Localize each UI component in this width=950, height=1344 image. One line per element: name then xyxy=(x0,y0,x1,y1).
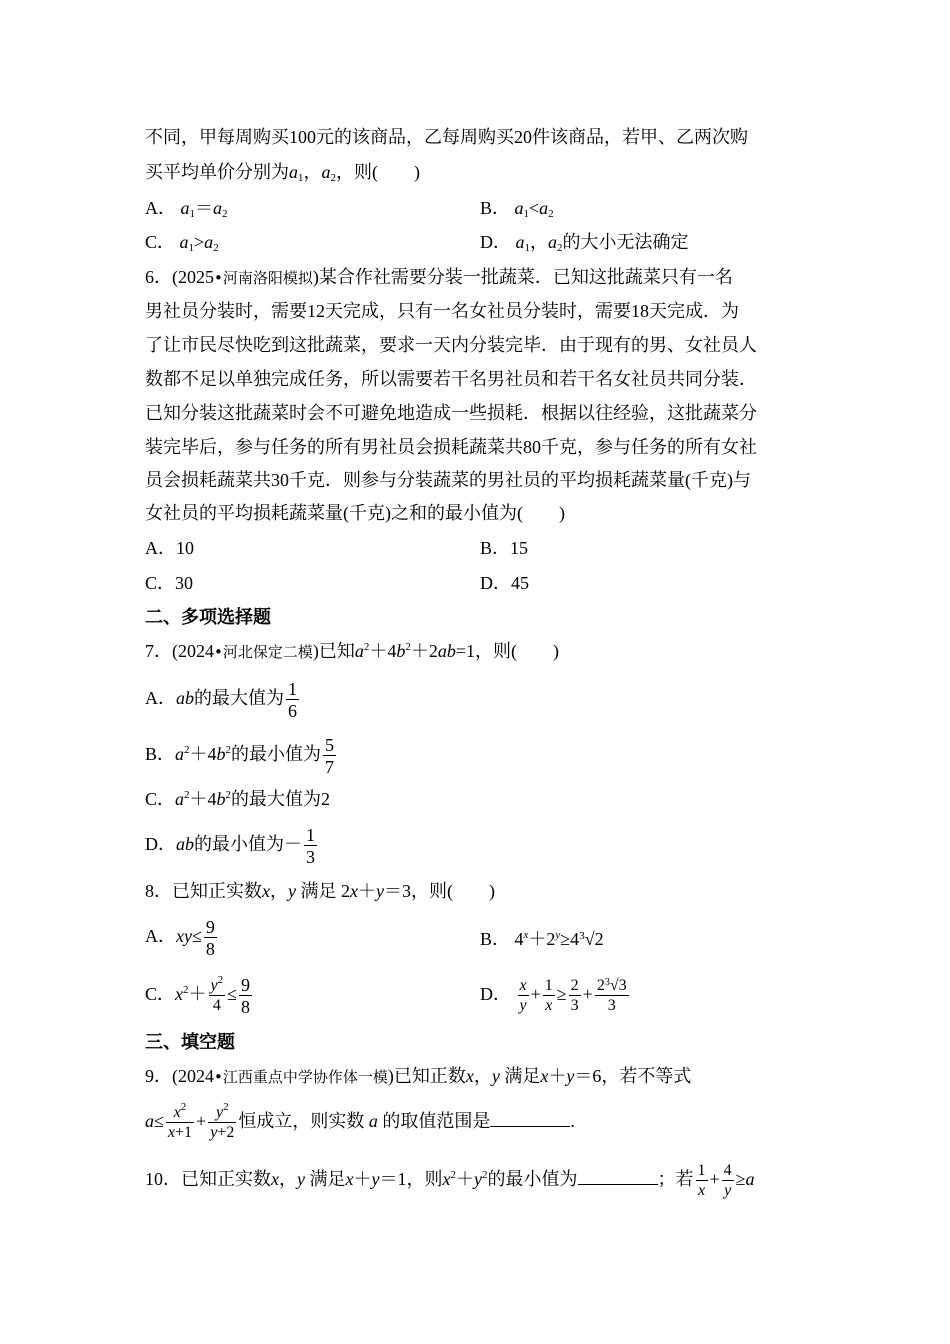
q6-line-8: 女社员的平均损耗蔬菜量(千克)之和的最小值为( ) xyxy=(145,503,565,523)
q7-option-b: B．$a^2+4b^2$的最小值为 $\frac{5}{7}$ xyxy=(145,734,335,777)
q5-option-a: A． $a_1=a_2$ xyxy=(145,198,228,220)
q6-option-c: C．30 xyxy=(145,573,194,593)
q5-option-d: D． $a_1$，$a_2$的大小无法确定 xyxy=(480,232,689,254)
q7-stem: 7．(2024•河北保定二模)已知$a^2+4b^2+2ab=1$，则( ) xyxy=(145,641,560,661)
q5-option-b: B． $a_1<a_2$ xyxy=(480,198,554,220)
section-heading-fill-in: 三、填空题 xyxy=(145,1032,235,1052)
q6-option-d: D．45 xyxy=(480,573,529,593)
q7-option-d: D．ab的最小值为－ $\frac{1}{3}$ xyxy=(145,824,315,867)
q6-option-b: B．15 xyxy=(480,538,529,558)
q6-line-1: 6．(2025•河南洛阳模拟)某合作社需要分装一批蔬菜．已知这批蔬菜只有一名 xyxy=(145,267,733,287)
q8-stem: 8．已知正实数x，y 满足 2x＋y＝3，则( ) xyxy=(145,881,495,901)
q6-line-2: 男社员分装时，需要12天完成，只有一名女社员分装时，需要18天完成．为 xyxy=(145,301,739,321)
section-heading-multiple-choice: 二、多项选择题 xyxy=(145,607,271,627)
q10-answer-blank-1[interactable] xyxy=(578,1166,658,1185)
q9-answer-blank[interactable] xyxy=(490,1108,570,1127)
q8-option-a: A．xy≤ $\frac{9}{8}$ xyxy=(145,916,215,959)
q6-line-6: 装完毕后，参与任务的所有男社员会损耗蔬菜共80千克，参与任务的所有女社 xyxy=(145,437,757,457)
q5-option-c: C． $a_1>a_2$ xyxy=(145,232,219,254)
q6-line-4: 数都不足以单独完成任务，所以需要若干名男社员和若干名女社员共同分装． xyxy=(145,369,757,389)
q7-option-c: C．$a^2+4b^2$的最大值为2 xyxy=(145,789,331,809)
q8-option-b: B． $4^x+2^y\ge 4^3√2$ xyxy=(480,929,604,949)
q9-line-1: 9．(2024•江西重点中学协作体一模)已知正数x，y 满足x＋y＝6，若不等式 xyxy=(145,1066,692,1086)
q5-line-2: 买平均单价分别为$a_1$，$a_2$，则( ) xyxy=(145,162,420,184)
q10-line-1: 10．已知正实数x，y 满足x＋y＝1，则$x^2+y^2$的最小值为 ；若 $\frac{1}{x}$ + $\frac{4}{y}$ ≥a xyxy=(145,1161,755,1199)
q5-line-1: 不同，甲每周购买100元的该商品，乙每周购买20件该商品，若甲、乙两次购 xyxy=(145,127,748,147)
q6-line-5: 已知分装这批蔬菜时会不可避免地造成一些损耗．根据以往经验，这批蔬菜分 xyxy=(145,403,757,423)
q7-option-a: A．ab的最大值为 $\frac{1}{6}$ xyxy=(145,678,297,721)
q6-line-3: 了让市民尽快吃到这批蔬菜，要求一天内分装完毕．由于现有的男、女社员人 xyxy=(145,335,757,355)
q6-option-a: A．10 xyxy=(145,538,194,558)
q8-option-d: D． $\frac{x}{y}$ + $\frac{1}{x}$ ≥ $\frac{2}{3}$ + $\frac{2^3√3}{3}$ xyxy=(480,976,627,1014)
q6-line-7: 员会损耗蔬菜共30千克．则参与分装蔬菜的男社员的平均损耗蔬菜量(千克)与 xyxy=(145,470,751,490)
q8-option-c: C．$x^2+$ $\frac{y^2}{4}$ ≤ $\frac{9}{8}$ xyxy=(145,973,251,1017)
q9-line-2: a≤ $\frac{x^2}{x+1}$ + $\frac{y^2}{y+2}$ 恒成立，则实数 a 的取值范围是 . xyxy=(145,1100,575,1141)
